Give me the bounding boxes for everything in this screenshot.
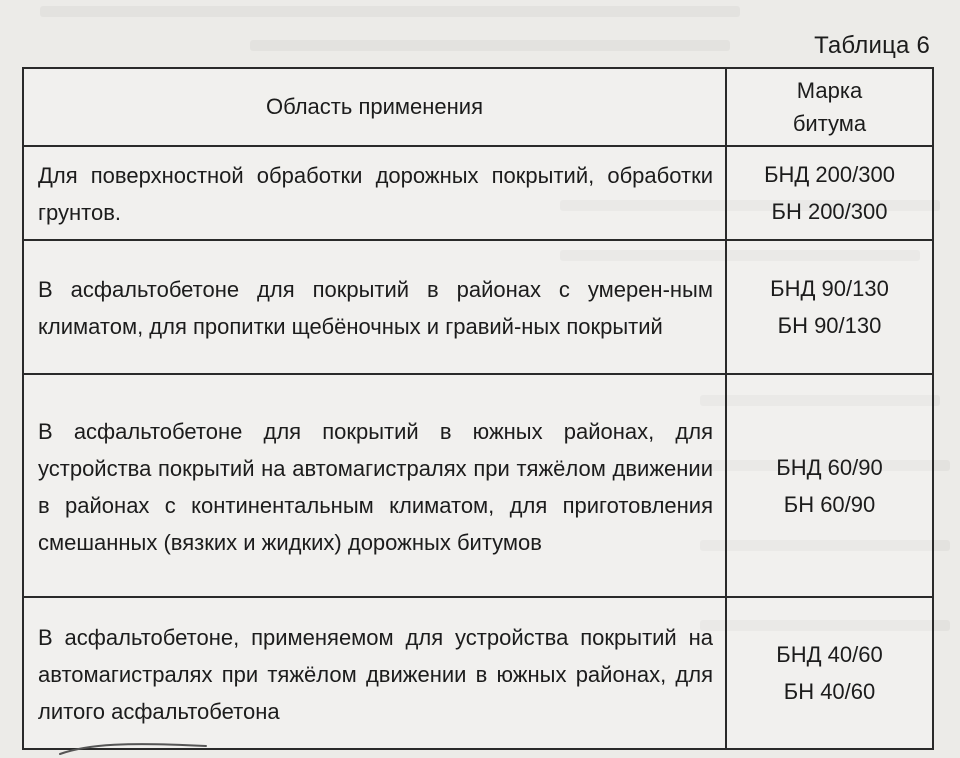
header-bitumen-grade-line-1: Марка (796, 78, 863, 103)
bitumen-grade-bn: БН 200/300 (771, 199, 888, 224)
application-area-cell: Для поверхностной обработки дорожных покрытий, обработки грунтов. (23, 146, 726, 240)
bitumen-grade-bn: БН 60/90 (783, 491, 876, 517)
bitumen-grade-bnd: БНД 60/90 (776, 454, 883, 480)
bitumen-application-table (22, 67, 934, 750)
header-bitumen-grade (726, 68, 933, 146)
table-row (23, 146, 933, 240)
bitumen-grade-cell (726, 240, 933, 374)
bitumen-grade-bnd: БНД 90/130 (770, 276, 889, 301)
table-row (23, 597, 933, 749)
bitumen-grade-bn: БН 90/130 (777, 313, 882, 338)
bitumen-grade-bn: БН 40/60 (783, 679, 876, 704)
application-area-cell: В асфальтобетоне, применяемом для устройства покрытий на автомагистралях при тяжёлом движении в южных районах, для литого асфальтобетона (23, 597, 726, 749)
header-bitumen-grade-line-2: битума (792, 111, 867, 136)
application-area-cell: В асфальтобетоне для покрытий в южных районах, для устройства покрытий на автомагистралях при тяжёлом движении в районах с континентальным климатом, для приготовления смешанных (вязких и жидких) дорожных битумов (23, 374, 726, 597)
bitumen-grade-bnd: БНД 40/60 (776, 642, 883, 667)
table-row (23, 240, 933, 374)
pen-mark (58, 738, 208, 758)
table-row (23, 374, 933, 597)
table-header-row (23, 68, 933, 146)
application-area-cell: В асфальтобетоне для покрытий в районах с умерен-ным климатом, для пропитки щебёночных и гравий-ных покрытий (23, 240, 726, 374)
bitumen-grade-cell (726, 597, 933, 749)
bitumen-grade-cell (726, 374, 933, 597)
bitumen-grade-cell (726, 146, 933, 240)
table-caption: Таблица 6 (814, 32, 930, 59)
header-application-area: Область применения (23, 68, 726, 146)
bitumen-grade-bnd: БНД 200/300 (764, 162, 895, 187)
